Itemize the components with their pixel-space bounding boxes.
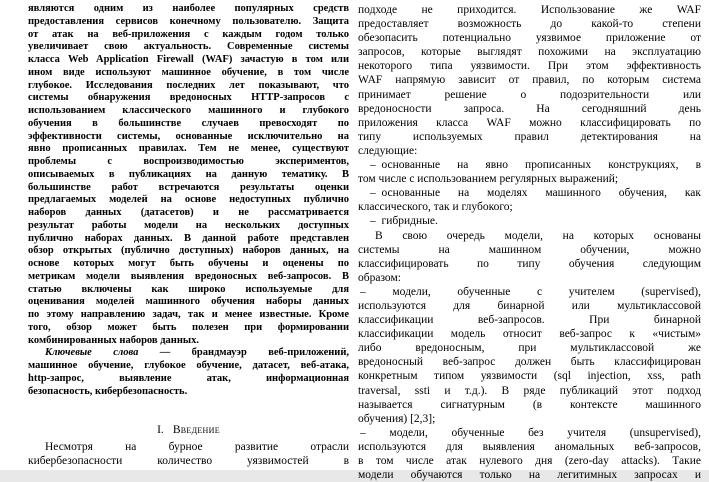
- text-line: статью включены как широко используемые для: [28, 283, 349, 295]
- section-heading-introduction: [28, 424, 349, 437]
- text-line: публично наборах данных. В данной работе представлен: [28, 232, 349, 244]
- text-line: системы обнаружения вредоносных HTTP-запросов с: [28, 92, 349, 104]
- text-line: называется сигнатурным (в контексте машинного: [358, 398, 701, 411]
- section-title: Введение: [172, 424, 220, 437]
- text-line: от атак на веб-приложения с каждым годом только: [28, 28, 349, 40]
- bullet-item: [358, 426, 701, 482]
- text-line: либо вредоносным, при мультиклассовой же: [358, 342, 701, 355]
- text-line: класса Web Application Firewall (WAF) зачастую в том или: [28, 54, 349, 65]
- text-line: вредоносности запроса. На сегодняшний день: [358, 102, 701, 115]
- text-line: образом:: [358, 271, 401, 284]
- text-line: предоставляет возможность до какой-то степени: [358, 18, 701, 31]
- text-line: кибербезопасности количество уязвимостей в: [28, 455, 349, 468]
- text-line: конкретным типом уязвимости (sql injection, xss, path: [358, 370, 701, 383]
- section-number: I.: [157, 424, 164, 437]
- text-line: том числе с использованием регулярных выражений;: [358, 173, 619, 186]
- keywords-block: [28, 347, 349, 398]
- text-line: являются одним из наиболее популярных средств: [28, 3, 349, 14]
- right-column: [358, 3, 701, 482]
- text-line: предлагаемых моделей на основе недоступных публично: [28, 194, 349, 206]
- text-line: метрикам модели выявления вредоносных веб-запросов. В: [28, 270, 349, 282]
- text-line: классического, так и глубокого;: [358, 201, 513, 214]
- left-column: [28, 3, 349, 468]
- text-line: – основанные на моделях машинного обучения, как: [370, 187, 701, 200]
- text-line: эффективности системы, основанные исключительно на: [28, 130, 349, 142]
- text-line: машинное обучение, глубокое обучение, датасет, веб-атака,: [28, 360, 349, 371]
- keywords-first-line-rest: — брандмауэр веб-приложений,: [159, 347, 350, 359]
- keywords-lines: [28, 360, 349, 398]
- bullet-item: [358, 285, 701, 426]
- paragraph: [358, 229, 701, 285]
- intro-paragraph: [28, 440, 349, 468]
- text-line: типу используемых правил детектирования на: [358, 130, 701, 143]
- text-line: классификации модель относит веб-запрос к «чистым»: [358, 328, 701, 341]
- text-line: результат работы модели на нескольких доступных: [28, 219, 349, 231]
- text-line: вредоносный веб-запрос должен быть классифицирован: [358, 356, 701, 369]
- text-line: обезопасить потенциально уязвимое приложение от: [358, 32, 701, 45]
- abstract-text: [28, 3, 349, 347]
- text-line: WAF напрямую зависит от правил, по которым система: [358, 74, 701, 87]
- text-line: использованием классического машинного и глубокого: [28, 105, 349, 116]
- text-line: безопасность, кибербезопасность.: [28, 385, 188, 397]
- keywords-first-line: [28, 347, 349, 360]
- text-line: увеличивает свою актуальность. Современные системы: [28, 41, 349, 53]
- text-line: используются для бинарной или мультиклассовой: [358, 299, 701, 312]
- text-line: большинстве работ встречаются результаты оценки: [28, 181, 349, 193]
- text-line: явно прописанных правилах. Тем не менее, существуют: [28, 143, 349, 155]
- text-line: в том числе атак нулевого дня (zero-day attacks). Такие: [358, 455, 701, 467]
- text-line: описываемых в публикациях на данную тематику. В: [28, 168, 349, 180]
- text-line: комбинированных наборов данных.: [28, 334, 199, 346]
- text-line: используются для выявления аномальных веб-запросов,: [358, 440, 701, 453]
- text-line: того, обзор может быть полезен при формировании: [28, 321, 349, 333]
- text-line: Несмотря на бурное развитие отрасли: [45, 441, 349, 454]
- text-line: – модели, обученные с учителем (supervised),: [360, 285, 701, 298]
- text-line: обзор открытых (публично доступных) наборов данных, на: [28, 245, 349, 257]
- paragraph: [28, 440, 349, 468]
- text-line: оценивания моделей машинного обучения наборы данных: [28, 296, 349, 308]
- paragraph: [358, 3, 701, 158]
- text-line: ином виде используют машинное обучение, в том числе: [28, 66, 349, 78]
- text-line: подходе не приходится. Использование же WAF: [358, 4, 701, 16]
- text-line: – основанные на явно прописанных конструкциях, в: [370, 159, 701, 172]
- text-line: некоторого типа уязвимости. При этом эффективность: [358, 60, 701, 73]
- text-line: приложения класса WAF можно классифицировать по: [358, 116, 701, 129]
- text-line: – гибридные.: [370, 215, 438, 228]
- text-line: следующие:: [358, 144, 418, 157]
- bullet-item: [358, 214, 701, 228]
- paragraph: [28, 3, 349, 347]
- text-line: классифицировать по типу обучения следующим: [358, 257, 701, 270]
- text-line: глубокое. Исследования последних лет показывают, что: [28, 79, 349, 91]
- bullet-item: [358, 186, 701, 214]
- text-line: запросов, которые выглядят похожими на эксплуатацию: [358, 46, 701, 59]
- text-line: основе которых могут быть обучены и оценены по: [28, 258, 349, 269]
- keywords-label: Ключевые слова: [45, 347, 139, 359]
- text-line: проблемы с воспроизводимостью экспериментов,: [28, 156, 349, 167]
- text-line: классификации веб-запросов. При бинарной: [358, 314, 701, 327]
- text-line: принимает решение о подозрительности или: [358, 88, 701, 101]
- text-line: обучения в большинстве случаев превосходят по: [28, 117, 349, 129]
- text-line: по этому направлению задач, так и менее известные. Кроме: [28, 309, 349, 320]
- text-line: traversal, ssti и т.д.). В ряде публикаций этот подход: [358, 384, 701, 397]
- text-line: обучения) [2,3];: [358, 412, 436, 425]
- text-line: системы на машинном обучении, можно: [358, 243, 701, 256]
- text-line: В свою очередь модели, на которых основаны: [375, 229, 701, 242]
- text-line: наборов данных (датасетов) и не рассматривается: [28, 207, 349, 218]
- bullet-item: [358, 158, 701, 186]
- text-line: http-запрос, выявление атак, информационная: [28, 372, 349, 384]
- text-line: предоставления сервисов конечному пользователю. Защита: [28, 15, 349, 27]
- text-line: модели обучаются только на легитимных запросах и: [358, 469, 701, 482]
- text-line: – модели, обученные без учителя (unsupervised),: [360, 426, 701, 439]
